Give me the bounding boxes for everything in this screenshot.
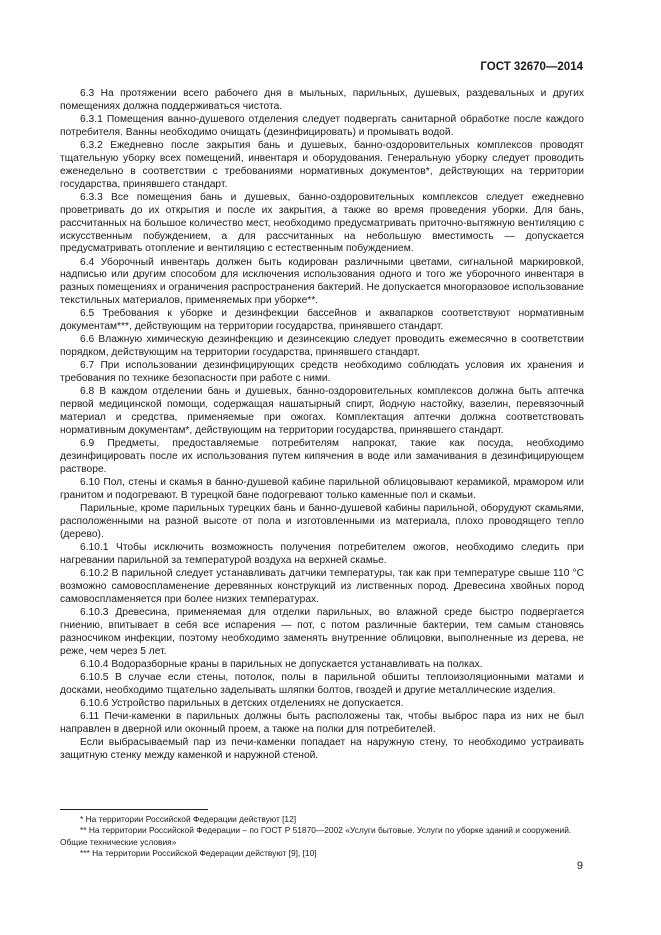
paragraph-6-8: 6.8 В каждом отделении бань и душевых, банно-оздоровительных комплексов должна быть аптечка первой медицинской помощи, содержащая нашатырный спирт, йодную настойку, вазелин, перевязочный материал и средства, применяемые при ожогах. Комплектация аптечки должна соответствовать нормативным документам*, действующим на территории государства, принявшего стандарт. [60, 386, 584, 437]
paragraph-6-10-1: 6.10.1 Чтобы исключить возможность получения потребителем ожогов, необходимо следить при нагревании парильной за температурой воздуха на верхней скамье. [60, 541, 584, 566]
body-text [60, 88, 584, 763]
paragraph-6-10-6: 6.10.6 Устройство парильных в детских отделениях не допускается. [80, 697, 404, 709]
paragraph-6-3-3: 6.3.3 Все помещения бань и душевых, банно-оздоровительных комплексов следует ежедневно проветривать до их открытия и после их закрытия, а также во время проведения уборки. Для бань, рассчитанных на большое количество мест, необходимо предусматривать приточно-вытяжную вентиляцию с искусственным побуждением, а для рассчитанных на небольшую вместимость — допускается предусматривать отопление и вентиляцию с естественным побуждением. [60, 191, 584, 255]
paragraph-6-6: 6.6 Влажную химическую дезинфекцию и дезинсекцию следует проводить ежемесячно в соответствии порядком, действующим на территории государства, принявшего стандарт. [60, 334, 584, 359]
footnotes [60, 814, 584, 859]
paragraph-6-11: 6.11 Печи-каменки в парильных должны быть расположены так, чтобы выброс пара из них не был направлен в дверной или оконный проем, а также на полки для потребителей. [60, 710, 584, 735]
footnote-2: ** На территории Российской Федерации – по ГОСТ Р 51870—2002 «Услуги бытовые. Услуги по уборке зданий и сооружений. Общие технические условия» [60, 825, 572, 847]
paragraph-6-11-cont: Если выбрасываемый пар из печи-каменки попадает на наружную стену, то необходимо устраивать защитную стенку между каменкой и наружной стеной. [60, 736, 584, 761]
paragraph-6-10-2: 6.10.2 В парильной следует устанавливать датчики температуры, так как при температуре свыше 110 °С возможно самовоспламенение деревянных конструкций из лиственных пород. Древесина хвойных пород самовоспламеняется при более низких температурах. [60, 567, 584, 605]
footnote-3: *** На территории Российской Федерации действуют [9], [10] [80, 847, 317, 858]
paragraph-6-10-5: 6.10.5 В случае если стены, потолок, полы в парильной обшиты теплоизоляционными матами и досками, необходимо тщательно заделывать шляпки болтов, гвоздей и другие металлические изделия. [60, 671, 584, 696]
paragraph-6-9: 6.9 Предметы, предоставляемые потребителям напрокат, такие как посуда, необходимо дезинфицировать после их использования путем кипячения в воде или замачивания в дезинфицирующем растворе. [60, 438, 584, 475]
footnote-1: * На территории Российской Федерации действуют [12] [80, 814, 297, 824]
footnote-divider [60, 809, 208, 810]
paragraph-6-3-2: 6.3.2 Ежедневно после закрытия бань и душевых, банно-оздоровительных комплексов проводят тщательную уборку всех помещений, инвентаря и оборудования. Генеральную уборку следует проводить еженедельно в соответствии с требованиями нормативных документов*, действующих на территории государства, принявшего стандарт. [60, 140, 584, 190]
document-header: ГОСТ 32670—2014 [480, 61, 583, 73]
page-number: 9 [576, 860, 583, 872]
paragraph-6-10: 6.10 Пол, стены и скамья в банно-душевой кабине парильной облицовывают керамикой, мрамором или гранитом и подогревают. В турецкой бане подогревают только каменные пол и скамьи. [60, 477, 584, 501]
paragraph-6-3: 6.3 На протяжении всего рабочего дня в мыльных, парильных, душевых, раздевальных и других помещениях должна поддерживаться чистота. [60, 88, 584, 112]
paragraph-6-3-1: 6.3.1 Помещения ванно-душевого отделения следует подвергать санитарной обработке после каждого потребителя. Ванны необходимо очищать (дезинфицировать) и промывать водой. [60, 114, 584, 138]
paragraph-6-10-4: 6.10.4 Водоразборные краны в парильных не допускается устанавливать на полках. [80, 658, 483, 670]
paragraph-6-5: 6.5 Требования к уборке и дезинфекции бассейнов и аквапарков соответствуют нормативным документам***, действующим на территории государства, принявшего стандарт. [60, 308, 584, 333]
paragraph-6-10-cont: Парильные, кроме парильных турецких бань и банно-душевой кабины парильной, оборудуют скамьями, расположенными на разной высоте от пола и изготовленными из материала, плохо проводящего тепло (дерево). [60, 503, 584, 540]
paragraph-6-4: 6.4 Уборочный инвентарь должен быть кодирован различными цветами, сигнальной маркировкой, надписью или другим способом для исключения использования одного и того же уборочного инвентаря в разных помещениях и ограничения распространения бактерий. Не допускается многоразовое использование текстильных материалов, применяемых при уборке**. [60, 256, 585, 307]
paragraph-6-10-3: 6.10.3 Древесина, применяемая для отделки парильных, во влажной среде быстро подвергается гниению, впитывает в себя все испарения — пот, с потом различные бактерии, тем самым становясь разносчиком инфекции, поэтому необходимо заменять внутренние облицовки, выполненные из дерева, не реже, чем через 5 лет. [60, 606, 584, 657]
paragraph-6-7: 6.7 При использовании дезинфицирующих средств необходимо соблюдать условия их хранения и требования по технике безопасности при работе с ними. [60, 360, 584, 385]
